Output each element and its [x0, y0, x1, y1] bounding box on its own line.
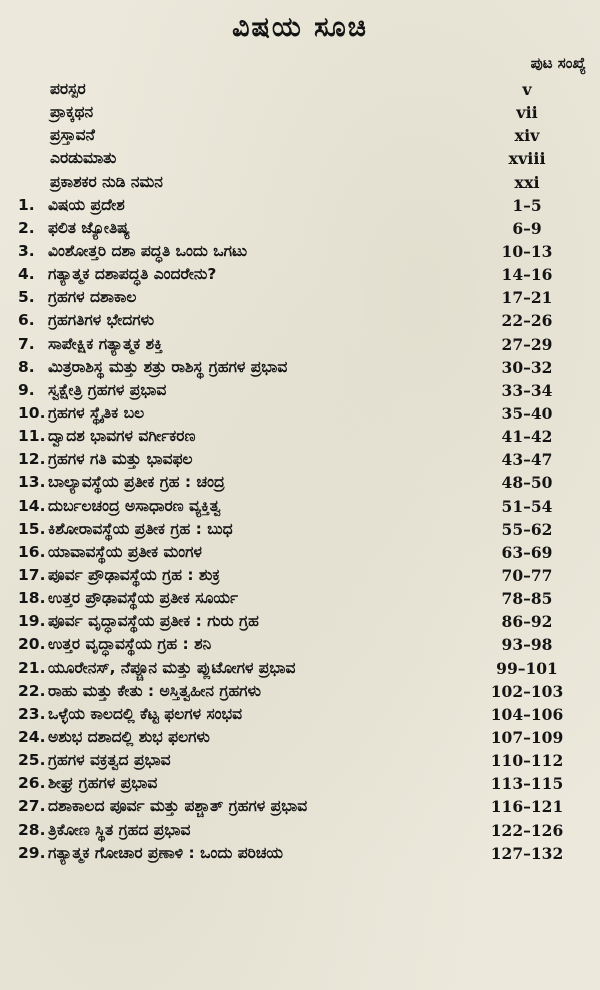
toc-chapter-number: 15.	[18, 519, 46, 538]
toc-entry-pages: 70–77	[501, 565, 553, 585]
toc-entry-title: ಯೂರೇನಸ್, ನೆಪ್ಚೂನ ಮತ್ತು ಪ್ಲುಟೋಗಳ ಪ್ರಭಾವ	[48, 658, 296, 677]
toc-front-matter-item	[0, 147, 600, 170]
toc-entry-pages: 122–126	[490, 820, 564, 840]
toc-chapter-number: 10.	[18, 403, 46, 422]
toc-entry-pages: 116–121	[490, 797, 564, 817]
toc-chapter-item	[0, 633, 600, 656]
toc-entry-pages: 10–13	[501, 241, 553, 261]
toc-entry-title: ಪ್ರಾಕ್ಕಥನ	[50, 103, 94, 122]
toc-chapter-item	[0, 471, 600, 494]
toc-entry-title: ಗತ್ಯಾತ್ಮಕ ಗೋಚಾರ ಪ್ರಣಾಳಿ : ಒಂದು ಪರಿಚಯ	[48, 843, 284, 862]
toc-chapter-item	[0, 680, 600, 703]
toc-front-matter-item	[0, 78, 600, 101]
toc-chapter-item	[0, 657, 600, 680]
toc-entry-pages: 43–47	[501, 450, 553, 470]
toc-chapter-number: 24.	[18, 727, 46, 746]
toc-chapter-item	[0, 448, 600, 471]
toc-entry-title: ವಿಷಯ ಪ್ರದೇಶ	[48, 195, 125, 214]
toc-chapter-number: 9.	[18, 380, 35, 399]
toc-chapter-number: 7.	[18, 334, 35, 353]
toc-entry-pages: 33–34	[501, 380, 553, 400]
toc-entry-pages: 63–69	[501, 542, 553, 562]
toc-entry-title: ಗ್ರಹಗತಿಗಳ ಭೇದಗಳು	[48, 311, 154, 330]
toc-entry-title: ಗ್ರಹಗಳ ಗತಿ ಮತ್ತು ಭಾವಫಲ	[48, 450, 193, 469]
toc-entry-pages: 17–21	[501, 288, 553, 308]
toc-entry-title: ದ್ವಾದಶ ಭಾವಗಳ ವರ್ಗೀಕರಣ	[48, 427, 196, 446]
toc-entry-title: ದುರ್ಬಲಚಂದ್ರ ಅಸಾಧಾರಣ ವ್ಯಕ್ತಿತ್ವ	[48, 496, 221, 515]
toc-entry-pages: xxi	[514, 172, 540, 192]
toc-chapter-number: 29.	[18, 843, 46, 862]
toc-chapter-number: 3.	[18, 241, 35, 260]
toc-chapter-number: 1.	[18, 195, 35, 214]
toc-chapter-number: 13.	[18, 473, 46, 492]
toc-chapter-item	[0, 286, 600, 309]
toc-chapter-number: 17.	[18, 565, 46, 584]
toc-chapter-number: 20.	[18, 635, 46, 654]
toc-chapter-number: 8.	[18, 357, 35, 376]
toc-chapter-number: 11.	[18, 427, 46, 446]
toc-entry-pages: 48–50	[501, 473, 553, 493]
toc-entry-title: ಸಾಪೇಕ್ಷಿಕ ಗತ್ಯಾತ್ಮಕ ಶಕ್ತಿ	[48, 334, 163, 353]
toc-entry-title: ಪೂರ್ವ ಪ್ರೌಢಾವಸ್ಥೆಯ ಗ್ರಹ : ಶುಕ್ರ	[48, 565, 220, 584]
toc-chapter-item	[0, 402, 600, 425]
toc-chapter-item	[0, 541, 600, 564]
toc-entry-title: ಪರಸ್ಪರ	[50, 80, 86, 98]
toc-entry-title: ವಿಂಶೋತ್ತರಿ ದಶಾ ಪದ್ಧತಿ ಒಂದು ಒಗಟು	[48, 241, 248, 260]
toc-front-matter-item	[0, 101, 600, 124]
toc-entry-pages: 107–109	[490, 727, 564, 747]
toc-entry-title: ಗ್ರಹಗಳ ದಶಾಕಾಲ	[48, 288, 137, 307]
toc-chapter-number: 4.	[18, 265, 35, 284]
toc-chapter-number: 19.	[18, 612, 46, 631]
toc-chapter-number: 22.	[18, 681, 46, 700]
toc-chapter-number: 28.	[18, 820, 46, 839]
toc-entry-pages: xiv	[514, 126, 540, 146]
toc-entry-title: ಗತ್ಯಾತ್ಮಕ ದಶಾಪದ್ಧತಿ ಎಂದರೇನು?	[48, 265, 217, 284]
toc-chapter-item	[0, 333, 600, 356]
toc-chapter-item	[0, 610, 600, 633]
toc-chapter-item	[0, 356, 600, 379]
toc-entry-title: ಯಾವಾವಸ್ಥೆಯ ಪ್ರತೀಕ ಮಂಗಳ	[48, 542, 202, 561]
toc-chapter-item	[0, 425, 600, 448]
toc-entry-title: ಉತ್ತರ ಪ್ರೌಢಾವಸ್ಥೆಯ ಪ್ರತೀಕ ಸೂರ್ಯ	[48, 589, 238, 608]
toc-chapter-item	[0, 749, 600, 772]
toc-entry-pages: xviii	[508, 149, 546, 169]
toc-chapter-number: 14.	[18, 496, 46, 515]
toc-entry-pages: 104–106	[490, 704, 564, 724]
toc-chapter-number: 26.	[18, 774, 46, 793]
toc-entry-pages: 127–132	[490, 843, 564, 863]
toc-entry-title: ಅಶುಭ ದಶಾದಲ್ಲಿ ಶುಭ ಫಲಗಳು	[48, 727, 210, 746]
toc-chapter-number: 23.	[18, 704, 46, 723]
toc-entry-title: ಎರಡುಮಾತು	[50, 149, 117, 168]
toc-entry-title: ರಾಹು ಮತ್ತು ಕೇತು : ಅಸ್ತಿತ್ವಹೀನ ಗ್ರಹಗಳು	[48, 681, 261, 700]
toc-entry-pages: 93–98	[501, 635, 553, 655]
toc-entry-title: ಪ್ರಕಾಶಕರ ನುಡಿ ನಮನ	[50, 172, 163, 191]
toc-chapter-number: 5.	[18, 288, 35, 307]
toc-chapter-item	[0, 518, 600, 541]
toc-chapter-number: 16.	[18, 542, 46, 561]
toc-chapter-item	[0, 379, 600, 402]
toc-entry-title: ಫಲಿತ ಜ್ಯೋತಿಷ್ಯ	[48, 218, 130, 237]
toc-entry-title: ದಶಾಕಾಲದ ಪೂರ್ವ ಮತ್ತು ಪಶ್ಚಾತ್ ಗ್ರಹಗಳ ಪ್ರಭಾವ	[48, 797, 308, 816]
toc-entry-pages: 22–26	[501, 311, 553, 331]
toc-entry-pages: 113–115	[490, 774, 564, 794]
toc-entry-title: ಸ್ವಕ್ಷೇತ್ರಿ ಗ್ರಹಗಳ ಪ್ರಭಾವ	[48, 380, 167, 399]
toc-chapter-item	[0, 309, 600, 332]
toc-chapter-item	[0, 842, 600, 865]
toc-entry-pages: 27–29	[501, 334, 553, 354]
toc-entry-title: ಬಾಲ್ಯಾವಸ್ಥೆಯ ಪ್ರತೀಕ ಗ್ರಹ : ಚಂದ್ರ	[48, 473, 225, 492]
toc-entry-title: ಕಿಶೋರಾವಸ್ಥೆಯ ಪ್ರತೀಕ ಗ್ರಹ : ಬುಧ	[48, 519, 233, 538]
toc-chapter-number: 18.	[18, 589, 46, 608]
toc-chapter-item	[0, 772, 600, 795]
toc-chapter-item	[0, 564, 600, 587]
toc-entry-title: ಮಿತ್ರರಾಶಿಸ್ಥ ಮತ್ತು ಶತ್ರು ರಾಶಿಸ್ಥ ಗ್ರಹಗಳ ಪ್ರಭಾವ	[48, 357, 288, 376]
toc-chapter-item	[0, 819, 600, 842]
toc-chapter-number: 12.	[18, 450, 46, 469]
toc-entry-pages: 51–54	[501, 496, 553, 516]
toc-chapter-item	[0, 194, 600, 217]
toc-entry-pages: 86–92	[501, 612, 553, 632]
toc-chapter-number: 6.	[18, 311, 35, 330]
toc-entry-title: ಒಳ್ಳೆಯ ಕಾಲದಲ್ಲಿ ಕೆಟ್ಟ ಫಲಗಳ ಸಂಭವ	[48, 704, 243, 723]
toc-entry-pages: 110–112	[490, 751, 564, 771]
toc-chapter-number: 2.	[18, 218, 35, 237]
toc-front-matter-item	[0, 171, 600, 194]
toc-chapter-item	[0, 587, 600, 610]
toc-entry-pages: 35–40	[501, 403, 553, 423]
toc-entry-pages: 1–5	[512, 195, 542, 215]
toc-chapter-item	[0, 703, 600, 726]
page-number-column-header: ಪುಟ ಸಂಖ್ಯೆ	[530, 54, 586, 72]
toc-entry-pages: 102–103	[490, 681, 564, 701]
toc-entry-title: ತ್ರಿಕೋಣ ಸ್ಥಿತ ಗ್ರಹದ ಪ್ರಭಾವ	[48, 820, 191, 839]
toc-entry-pages: 6–9	[512, 218, 542, 238]
table-of-contents	[0, 78, 600, 865]
toc-chapter-number: 21.	[18, 658, 46, 677]
toc-entry-title: ಶೀಘ್ರ ಗ್ರಹಗಳ ಪ್ರಭಾವ	[48, 774, 158, 793]
toc-chapter-number: 27.	[18, 797, 46, 816]
toc-entry-pages: 30–32	[501, 357, 553, 377]
toc-chapter-item	[0, 726, 600, 749]
toc-entry-pages: 55–62	[501, 519, 553, 539]
toc-entry-pages: 41–42	[501, 427, 553, 447]
toc-entry-pages: vii	[516, 103, 538, 123]
toc-entry-title: ಗ್ರಹಗಳ ವಕ್ರತ್ವದ ಪ್ರಭಾವ	[48, 751, 171, 770]
toc-chapter-item	[0, 795, 600, 818]
toc-chapter-item	[0, 217, 600, 240]
toc-front-matter-item	[0, 124, 600, 147]
toc-entry-pages: 99–101	[496, 658, 558, 678]
toc-entry-pages: 14–16	[501, 265, 553, 285]
toc-entry-title: ಉತ್ತರ ವೃದ್ಧಾವಸ್ಥೆಯ ಗ್ರಹ : ಶನಿ	[48, 635, 212, 654]
toc-chapter-number: 25.	[18, 751, 46, 770]
toc-chapter-item	[0, 495, 600, 518]
page-title: ವಿಷಯ ಸೂಚಿ	[232, 12, 368, 43]
toc-chapter-item	[0, 263, 600, 286]
toc-entry-pages: v	[522, 80, 532, 99]
toc-chapter-item	[0, 240, 600, 263]
toc-entry-title: ಗ್ರಹಗಳ ಸ್ಥೈತಿಕ ಬಲ	[48, 403, 145, 422]
toc-entry-title: ಪೂರ್ವ ವೃದ್ಧಾವಸ್ಥೆಯ ಪ್ರತೀಕ : ಗುರು ಗ್ರಹ	[48, 612, 259, 631]
toc-entry-pages: 78–85	[501, 589, 553, 609]
toc-entry-title: ಪ್ರಸ್ತಾವನೆ	[50, 126, 95, 145]
